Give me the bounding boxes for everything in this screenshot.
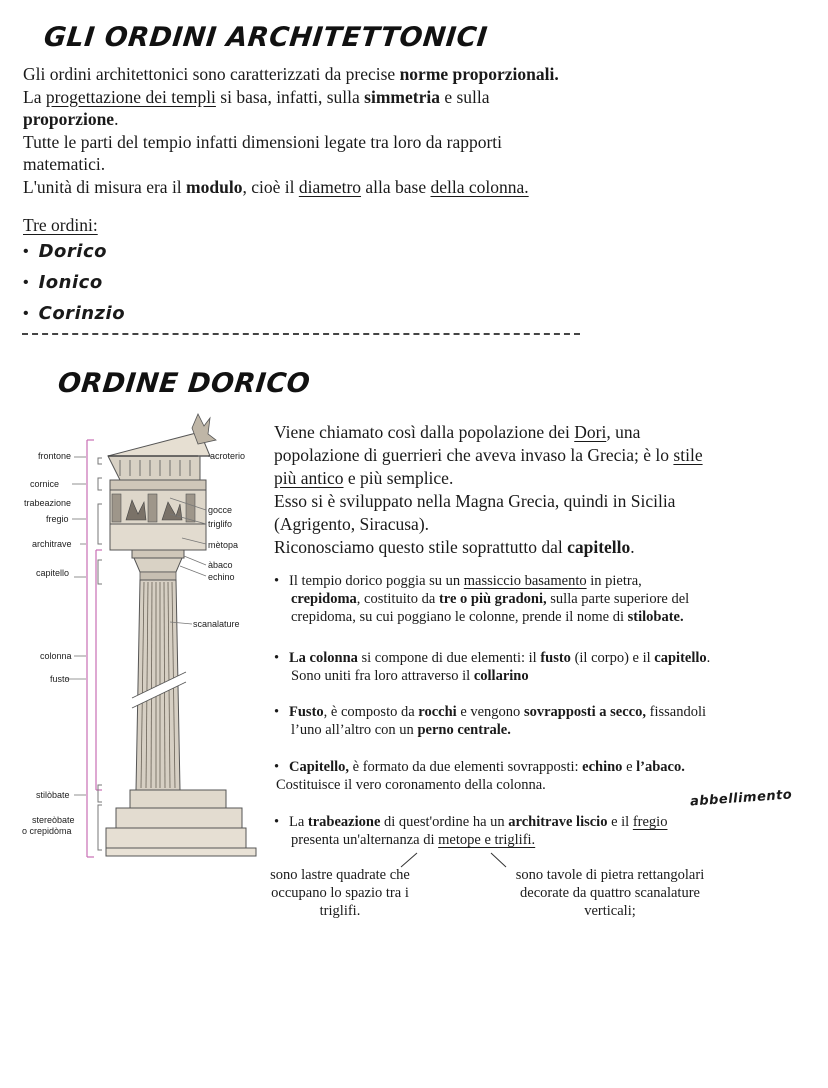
dorico-intro [274,421,794,559]
intro-text: Riconosciamo questo stile soprattutto dal [274,537,568,557]
note-line: sono tavole di pietra rettangolari [515,867,705,883]
bullet-underline: metope e triglifi. [438,832,536,848]
bullet-icon: • [23,273,29,291]
bullet-bold: Fusto [289,704,324,720]
bullet-text: fissandoli [645,704,706,720]
order-name: Ionico [38,272,103,293]
bullet-text: Costituisce il vero coronamento della colonna. [276,777,546,793]
bullet-bold: sovrapposti a secco, [523,704,646,720]
intro-underline: Dori [574,422,607,442]
intro-text: Viene chiamato così dalla popolazione dei [274,422,575,442]
bullet-text: , costituito da [356,591,439,607]
intro-text: alla base [361,176,431,197]
orders-list [23,236,125,329]
intro-text: Esso si è sviluppato nella Magna Grecia, quindi in Sicilia [274,491,676,511]
bullet-icon: • [23,242,29,260]
intro-text: . [114,109,119,129]
list-item [274,813,764,849]
note-metope [255,866,425,920]
bullet-icon: • [274,814,280,830]
list-item [274,649,764,685]
label-gocce: gocce [208,505,233,515]
label-crepidoma: o crepidòma [22,826,72,836]
intro-text: e sulla [439,86,490,107]
bullet-text: si compone di due elementi: il [357,650,541,666]
handwritten-note: abbellimento [689,787,793,810]
intro-bold: capitello [567,537,631,557]
label-frontone: frontone [38,451,72,461]
bullet-underline: fregio [632,814,668,830]
section-title: ORDINE DORICO [56,368,312,399]
bullet-icon: • [274,704,280,720]
note-line: triglifi. [319,903,361,919]
bullet-bold: perno centrale. [417,722,511,738]
note-line: sono lastre quadrate che [270,867,410,883]
bullet-icon: • [274,650,280,666]
list-item [23,267,125,298]
page-title: GLI ORDINI ARCHITETTONICI [42,22,490,53]
list-item [274,572,764,626]
label-colonna: colonna [40,651,72,661]
order-name: Dorico [38,241,107,262]
intro-text: La [23,86,46,107]
bullet-text: La [289,814,308,830]
bullet-text: . [706,650,711,666]
label-abaco: àbaco [208,560,233,570]
intro-text: matematici. [23,154,106,174]
bullet-bold: fusto [540,650,571,666]
intro-bold: norme proporzionali. [399,64,559,84]
label-fusto: fusto [50,674,70,684]
intro-text: popolazione di guerrieri che aveva invaso la Grecia; è lo [274,445,674,465]
label-echino: echino [208,572,235,582]
intro-bold: simmetria [364,86,440,107]
label-cornice: cornice [30,479,60,489]
bullet-bold: trabeazione [307,814,381,830]
intro-underline: della colonna. [430,176,529,197]
bullet-bold: Capitello, [289,759,350,775]
label-stilobate: stilòbate [36,790,70,800]
bullet-bold: La colonna [289,650,358,666]
label-triglifo: triglifo [208,519,233,529]
bullet-bold: architrave liscio [508,814,608,830]
bullet-bold: tre o più gradoni, [438,591,547,607]
note-triglifi [495,866,725,920]
bullet-text: , è composto da [323,704,419,720]
bullet-text: Il tempio dorico poggia su un [289,573,464,589]
intro-text: . [630,537,635,557]
dashed-divider [22,333,580,335]
intro-underline: diametro [298,176,362,197]
intro-bold: proporzione [23,109,115,129]
bullet-text: l’uno all’altro con un [291,722,418,738]
bullet-bold: stilobate. [627,609,684,625]
bullet-text: Sono uniti fra loro attraverso il [291,668,474,684]
bullet-bold: capitello [654,650,707,666]
label-scanalature: scanalature [193,619,240,629]
note-line: verticali; [584,903,636,919]
bullet-text: di quest'ordine ha un [380,814,509,830]
intro-underline: progettazione dei templi [45,86,216,107]
intro-text: Tutte le parti del tempio infatti dimensioni legate tra loro da rapporti [23,131,503,152]
list-item [274,758,764,794]
list-item [23,236,125,267]
doric-order-diagram [20,410,260,865]
intro-text: L'unità di misura era il [23,176,187,197]
intro-text: (Agrigento, Siracusa). [274,514,430,534]
bullet-underline: massiccio basamento [463,573,587,589]
bullet-bold: collarino [473,668,529,684]
intro-text: e più semplice. [343,468,454,488]
bullet-text: sulla parte superiore del [546,591,690,607]
note-line: decorate da quattro scanalature [520,885,700,901]
bullet-bold: l’abaco. [636,759,685,775]
list-item [23,298,125,329]
bullet-text: e il [607,814,633,830]
bullet-text: in pietra, [586,573,642,589]
label-metopa: mètopa [208,540,239,550]
intro-text: Gli ordini architettonici sono caratterizzati da precise [23,64,400,84]
intro-underline: più antico [274,468,344,488]
list-item [274,703,764,739]
bullet-text: e [622,759,637,775]
label-fregio: fregio [46,514,69,524]
bullet-icon: • [23,304,29,322]
bullet-text: presenta un'alternanza di [291,832,439,848]
bullet-text: crepidoma, su cui poggiano le colonne, prende il nome di [291,609,628,625]
bullet-icon: • [274,759,280,775]
intro-underline: stile [673,445,703,465]
orders-heading: Tre ordini: [23,215,98,235]
bullet-bold: crepidoma [291,591,357,607]
bullet-text: e vengono [456,704,524,720]
bullet-bold: echino [582,759,623,775]
bullet-text: è formato da due elementi sovrapposti: [349,759,583,775]
bullet-text: (il corpo) e il [570,650,655,666]
label-acroterio: acroterio [210,451,246,461]
bullet-icon: • [274,573,280,589]
intro-text: , cioè il [242,176,299,197]
order-name: Corinzio [38,303,126,324]
bullet-bold: rocchi [418,704,457,720]
intro-text: si basa, infatti, sulla [215,86,365,107]
intro-text: , una [606,422,641,442]
note-line: occupano lo spazio tra i [271,885,409,901]
label-trabeazione: trabeazione [24,498,72,508]
intro-paragraph [23,63,623,198]
label-stereobate: stereòbate [32,815,75,825]
label-capitello: capitello [36,568,70,578]
intro-bold: modulo [186,176,243,197]
label-architrave: architrave [32,539,72,549]
